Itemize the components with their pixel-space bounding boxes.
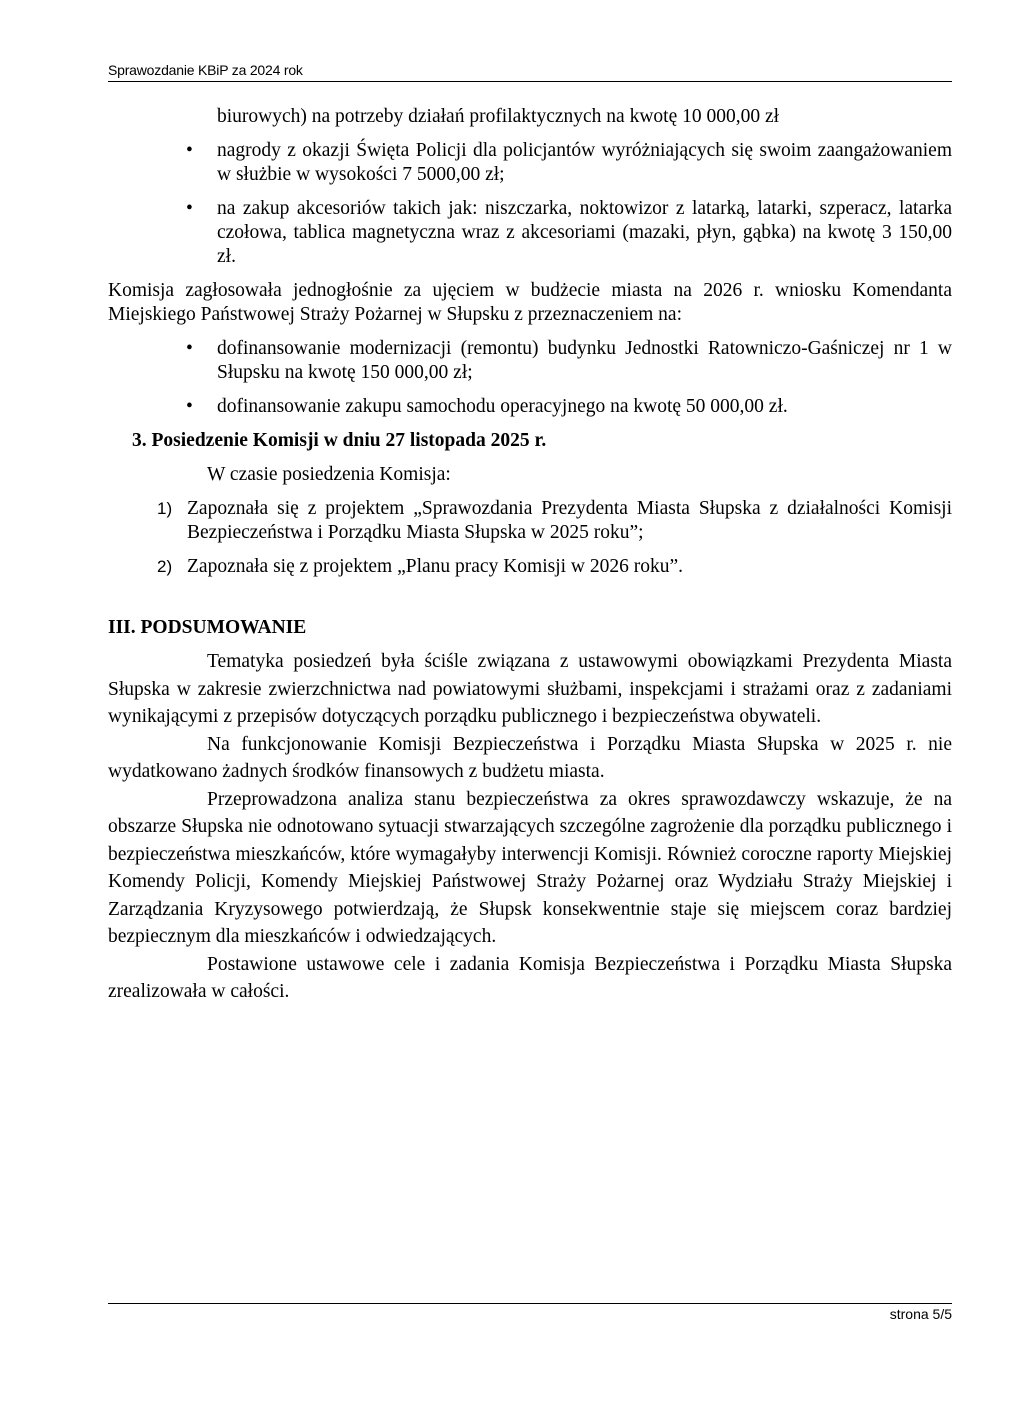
- summary-paragraph: Tematyka posiedzeń była ściśle związana z ustawowymi obowiązkami Prezydenta Miasta Słupska w zakresie zwierzchnictwa nad powiatowymi służbami, inspekcjami i strażami oraz z zadaniami wynikającymi z przepisów dotyczących porządku publicznego i bezpieczeństwa obywateli.: [108, 651, 952, 727]
- fire-paragraph: Komisja zagłosowała jednogłośnie za ujęciem w budżecie miasta na 2026 r. wniosku Komendanta Miejskiego Państwowej Straży Pożarnej w Słupsku z przeznaczeniem na:: [108, 280, 952, 325]
- footer-divider: [108, 1303, 952, 1304]
- list-item-text: na zakup akcesoriów takich jak: niszczarka, noktowizor z latarką, latarki, szperacz, latarka czołowa, tablica magnetyczna wraz z akcesoriami (mazaki, płyn, gąbka) na kwotę 3 150,00 zł.: [217, 198, 952, 267]
- summary-paragraph: Na funkcjonowanie Komisji Bezpieczeństwa i Porządku Miasta Słupska w 2025 r. nie wydatkowano żadnych środków finansowych z budżetu miasta.: [108, 733, 952, 782]
- bullet-icon: •: [186, 198, 193, 219]
- numbered-item: [108, 555, 952, 579]
- bullet-icon: •: [186, 140, 193, 161]
- item-number: 1): [157, 499, 173, 518]
- chapter-heading: III. PODSUMOWANIE: [108, 617, 307, 638]
- bullet-icon: •: [186, 396, 193, 417]
- list-item: [108, 395, 952, 419]
- item-text: Zapoznała się z projektem „Sprawozdania Prezydenta Miasta Słupska z działalności Komisji Bezpieczeństwa i Porządku Miasta Słupska w 2025 roku”;: [187, 498, 952, 543]
- summary-paragraph: Postawione ustawowe cele i zadania Komisja Bezpieczeństwa i Porządku Miasta Słupska zrealizowała w całości.: [108, 953, 952, 1002]
- page-number: strona 5/5: [889, 1306, 952, 1322]
- summary-paragraph: Przeprowadzona analiza stanu bezpieczeństwa za okres sprawozdawczy wskazuje, że na obszarze Słupska nie odnotowano sytuacji stwarzających szczególne zagrożenie dla porządku publicznego i bezpieczeństwa mieszkańców, które wymagałyby interwencji Komisji. Również coroczne raporty Miejskiej Komendy Policji, Komendy Miejskiej Państwowej Straży Pożarnej oraz Wydziału Straży Miejskiej i Zarządzania Kryzysowego potwierdzają, że Słupsk konsekwentnie staje się miejscem coraz bardziej bezpiecznym dla mieszkańców i odwiedzających.: [108, 788, 952, 947]
- header-title: Sprawozdanie KBiP za 2024 rok: [108, 62, 303, 78]
- document-body: [108, 105, 952, 1006]
- list-item: [108, 337, 952, 385]
- item-number: 2): [157, 557, 173, 576]
- section-heading: 3. Posiedzenie Komisji w dniu 27 listopada 2025 r.: [132, 430, 547, 451]
- list-item: [108, 197, 952, 269]
- list-item: [108, 139, 952, 187]
- list-item-text: dofinansowanie zakupu samochodu operacyjnego na kwotę 50 000,00 zł.: [217, 396, 788, 417]
- bullet-icon: •: [186, 338, 193, 359]
- list-item-text: dofinansowanie modernizacji (remontu) budynku Jednostki Ratowniczo-Gaśniczej nr 1 w Słupsku na kwotę 150 000,00 zł;: [217, 338, 952, 383]
- continuation-line: biurowych) na potrzeby działań profilaktycznych na kwotę 10 000,00 zł: [217, 106, 780, 127]
- list-item-text: nagrody z okazji Święta Policji dla policjantów wyróżniających się swoim zaangażowaniem w służbie w wysokości 7 5000,00 zł;: [217, 140, 952, 185]
- meeting-intro: W czasie posiedzenia Komisja:: [207, 464, 451, 485]
- item-text: Zapoznała się z projektem „Planu pracy Komisji w 2026 roku”.: [187, 556, 684, 577]
- page-header: [108, 62, 952, 82]
- numbered-item: [108, 497, 952, 545]
